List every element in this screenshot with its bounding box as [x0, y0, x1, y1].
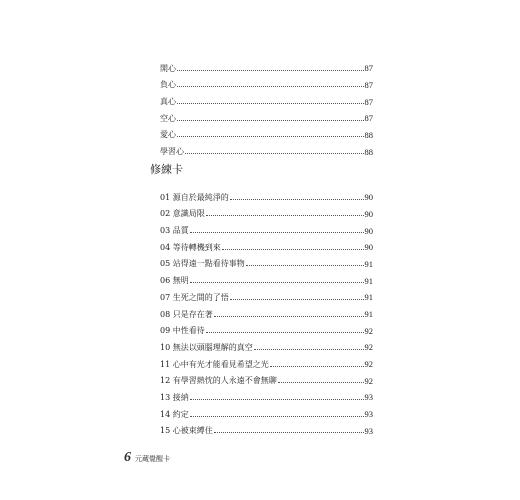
toc-entry-label: 04 等待轉機到來	[160, 242, 221, 252]
toc-entry-label: 10 無法以頭腦理解的真空	[160, 342, 253, 352]
toc-entry	[160, 185, 373, 202]
toc-leader-dots	[177, 120, 364, 121]
toc-leader-dots	[206, 332, 364, 333]
toc-entry	[160, 402, 373, 419]
toc-entry	[160, 139, 373, 156]
toc-entry	[160, 268, 373, 285]
toc-entry-label: 01 源自於最純淨的	[160, 192, 229, 202]
toc-entry-page: 93	[364, 425, 373, 436]
toc-leader-dots	[246, 265, 364, 266]
toc-entry	[160, 302, 373, 319]
toc-entry-page: 91	[364, 275, 373, 286]
toc-entry-page: 93	[364, 392, 373, 403]
toc-entry-page: 92	[364, 342, 373, 353]
toc-entry	[160, 419, 373, 436]
toc-entry-label: 08 只是存在著	[160, 309, 213, 319]
toc-top-list	[160, 56, 373, 156]
toc-entry-label: 03 品質	[160, 226, 189, 236]
toc-entry-label: 負心	[160, 80, 176, 90]
toc-leader-dots	[278, 382, 364, 383]
toc-leader-dots	[177, 70, 364, 71]
section-heading: 修練卡	[150, 163, 183, 176]
page-number: 6	[124, 450, 131, 465]
toc-entry	[160, 369, 373, 386]
toc-entry-page: 88	[364, 129, 373, 140]
toc-entry-label: 11 心中有光才能看見希望之光	[160, 359, 269, 369]
toc-entry-page: 87	[364, 96, 373, 107]
toc-entry-page: 87	[364, 63, 373, 74]
toc-entry-page: 92	[364, 375, 373, 386]
toc-entry-label: 13 接納	[160, 392, 189, 402]
toc-entry-label: 真心	[160, 97, 176, 107]
toc-entry	[160, 385, 373, 402]
toc-leader-dots	[190, 416, 364, 417]
toc-entry-page: 90	[364, 225, 373, 236]
toc-entry-page: 87	[364, 113, 373, 124]
toc-entry-page: 93	[364, 409, 373, 420]
toc-entry-label: 02 意識局限	[160, 209, 205, 219]
toc-leader-dots	[230, 199, 364, 200]
toc-entry	[160, 73, 373, 90]
toc-entry-label: 空心	[160, 113, 176, 123]
toc-entry	[160, 252, 373, 269]
toc-entry	[160, 89, 373, 106]
toc-entry-page: 91	[364, 258, 373, 269]
toc-entry	[160, 202, 373, 219]
toc-entry-page: 92	[364, 359, 373, 370]
toc-entry-page: 87	[364, 79, 373, 90]
toc-entry-label: 愛心	[160, 130, 176, 140]
toc-entry-page: 88	[364, 146, 373, 157]
toc-leader-dots	[222, 249, 364, 250]
toc-leader-dots	[206, 215, 364, 216]
toc-entry	[160, 218, 373, 235]
book-title: 元蔵覺醒卡	[135, 455, 170, 463]
toc-leader-dots	[185, 153, 364, 154]
toc-entry	[160, 335, 373, 352]
toc-entry-label: 15 心被束縛住	[160, 426, 213, 436]
toc-leader-dots	[177, 86, 364, 87]
toc-entry-page: 90	[364, 208, 373, 219]
toc-entry-label: 學習心	[160, 147, 184, 157]
toc-leader-dots	[214, 432, 364, 433]
toc-leader-dots	[230, 299, 364, 300]
toc-entry-page: 91	[364, 309, 373, 319]
toc-entry	[160, 319, 373, 336]
toc-leader-dots	[190, 232, 364, 233]
toc-entry	[160, 285, 373, 302]
toc-leader-dots	[177, 136, 364, 137]
toc-entry-label: 07 生死之間的了悟	[160, 292, 229, 302]
toc-leader-dots	[270, 366, 364, 367]
toc-section-list	[160, 185, 373, 435]
toc-entry	[160, 352, 373, 369]
toc-leader-dots	[190, 399, 364, 400]
toc-entry-label: 06 無明	[160, 276, 189, 286]
toc-entry	[160, 235, 373, 252]
toc-entry-label: 14 約定	[160, 409, 189, 419]
toc-entry-page: 92	[364, 325, 373, 336]
toc-entry	[160, 123, 373, 140]
toc-entry-page: 90	[364, 242, 373, 253]
toc-entry-page: 90	[364, 192, 373, 203]
toc-entry	[160, 56, 373, 73]
page-footer	[124, 451, 170, 465]
toc-entry-page: 91	[364, 292, 373, 303]
toc-leader-dots	[190, 282, 364, 283]
toc-entry	[160, 106, 373, 123]
toc-leader-dots	[214, 316, 364, 317]
toc-leader-dots	[177, 103, 364, 104]
toc-entry-label: 開心	[160, 63, 176, 73]
toc-entry-label: 09 中性看待	[160, 326, 205, 336]
toc-entry-label: 05 站得遠一點看待事物	[160, 259, 245, 269]
toc-entry-label: 12 有學習熱忱的人永遠不會無聊	[160, 376, 277, 386]
toc-leader-dots	[254, 349, 364, 350]
